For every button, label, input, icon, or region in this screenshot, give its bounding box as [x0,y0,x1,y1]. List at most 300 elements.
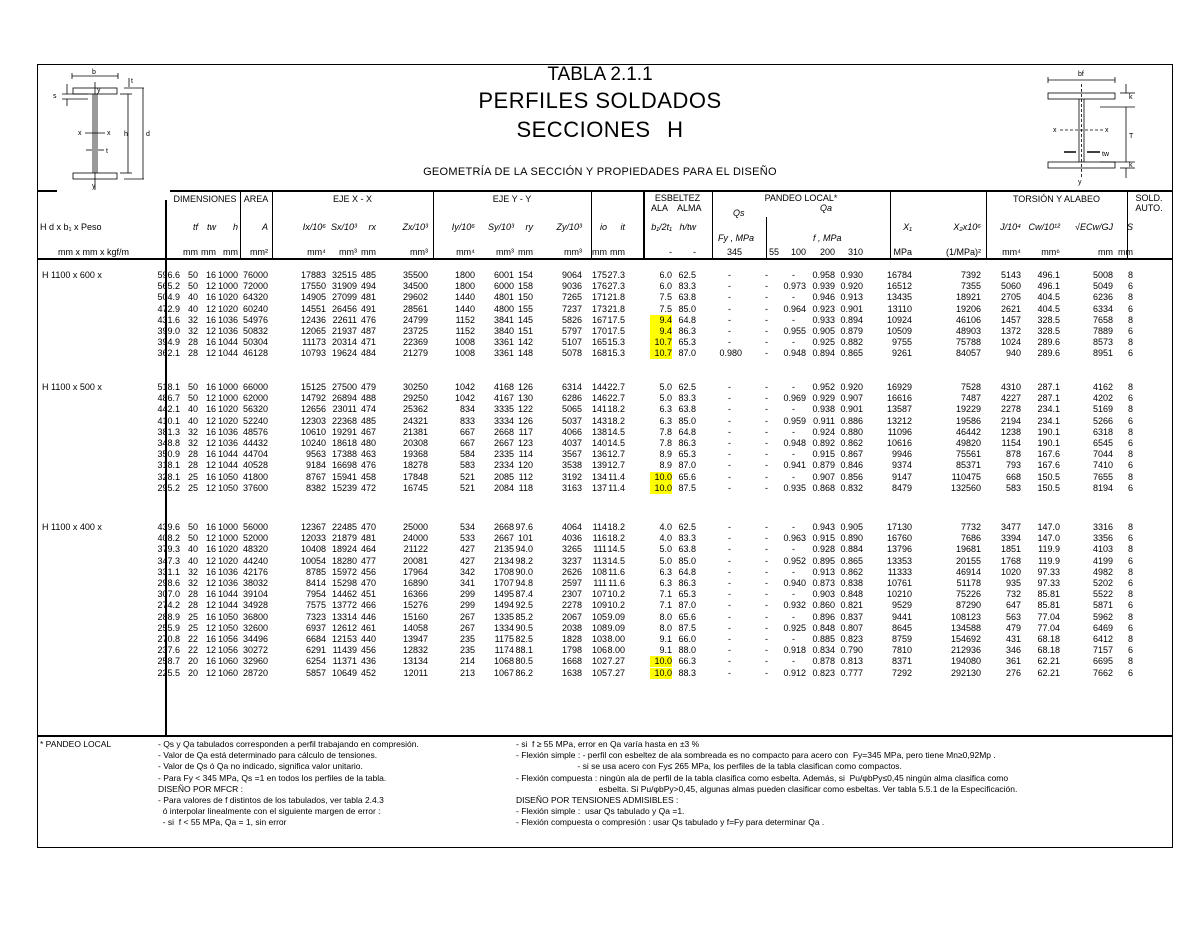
cell-S: 8 [1127,449,1133,460]
cell-Cw: 85.81 [1037,589,1060,600]
cell-qs345: - [728,482,731,493]
cell-ECwGJ: 4202 [1092,393,1113,404]
cell-tf: 25 [187,622,198,633]
cell-desig: 258.7 [157,656,180,667]
cell-A: 76000 [242,270,268,280]
cell-qs345: - [728,667,731,678]
cell-qa200: 0.925 [812,337,835,348]
cell-qa200: 0.929 [812,393,835,404]
cell-Zx: 22369 [402,337,428,348]
cell-qs345: - [728,449,731,460]
cell-Sx: 10649 [331,667,357,678]
cell-Sy: 1335 [493,611,514,622]
cell-qa55: - [765,460,768,471]
cell-Sx: 22368 [331,415,357,426]
cell-qa310: 0.790 [840,645,863,656]
cell-X1: 17130 [886,522,912,532]
svg-text:b: b [92,69,96,76]
cell-qa200: 0.913 [812,566,835,577]
cell-J: 1020 [1000,566,1021,577]
cell-J: 276 [1005,667,1021,678]
cell-hw: 87.5 [678,622,696,633]
note-line: - Para Fy < 345 MPa, Qs =1 en todos los perfiles de la tabla. [158,772,387,783]
cell-Ix: 10054 [300,555,326,566]
cell-Zx: 17848 [402,471,428,482]
cell-tw: 16 [205,566,216,577]
cell-Iy: 214 [459,656,475,667]
cell-Zx: 13947 [402,634,428,644]
cell-J: 1372 [1000,326,1021,336]
cell-it: 12.7 [607,449,625,460]
cell-X1: 13587 [886,404,912,415]
cell-ECwGJ: 5266 [1092,415,1113,426]
cell-it: 18.2 [607,404,625,415]
notes-top-rule [37,735,1173,737]
cell-Ix: 10610 [300,426,326,437]
cell-io: 170 [591,326,607,336]
cell-rx: 474 [360,404,376,415]
cell-tw: 12 [205,438,216,448]
cell-tf: 28 [187,600,198,611]
cell-tf: 32 [187,438,198,448]
cell-rx: 446 [360,611,376,622]
cell-X2: 85371 [955,460,981,471]
cell-Iy: 299 [459,589,475,600]
cell-it: 14.5 [607,544,625,555]
cell-X1: 13212 [886,415,912,426]
cell-Cw: 147.0 [1037,533,1060,544]
cell-Ix: 10408 [300,544,326,555]
table-number: TABLA 2.1.1 [547,64,653,85]
cell-bt: 10.0 [650,472,672,483]
group-local-buckling: PANDEO LOCAL* [764,193,838,203]
cell-qa55: - [765,622,768,633]
cell-qa55: - [765,382,768,392]
cell-Zy: 2278 [561,600,582,611]
cell-Cw: 328.5 [1037,326,1060,336]
cell-A: 44704 [242,449,268,460]
svg-text:tw: tw [1102,151,1109,158]
cell-rx: 479 [360,382,376,392]
cell-hw: 86.3 [678,438,696,448]
cell-qa200: 0.907 [812,471,835,482]
cell-ry: 142 [517,337,533,348]
cell-Cw: 97.33 [1037,566,1060,577]
cell-ECwGJ: 7889 [1092,326,1113,336]
cell-tw: 16 [205,337,216,348]
cell-Iy: 1152 [455,326,475,336]
cell-Cw: 167.6 [1037,460,1060,471]
cell-h: 1020 [217,555,238,566]
cell-Iy: 1800 [454,270,475,280]
cell-qa100: - [792,404,795,415]
cell-qa55: - [765,566,768,577]
cell-qa200: 0.848 [812,622,835,633]
column-label-Cw: Cw/10¹² [1028,222,1060,232]
cell-Sy: 2335 [493,449,514,460]
cell-rx: 494 [360,281,376,292]
cell-J: 1154 [1001,438,1021,448]
cell-Iy: 1800 [454,281,475,292]
cell-Cw: 77.04 [1037,611,1060,622]
cell-ECwGJ: 7410 [1092,460,1113,471]
cell-bt: 6.3 [659,566,672,577]
cell-tf: 32 [187,314,198,325]
cell-bt: 8.9 [659,449,672,460]
cell-Sy: 2334 [493,460,514,471]
cell-Cw: 119.9 [1038,555,1060,566]
column-unit-X1: MPa [893,247,912,257]
cell-Iy: 267 [459,622,475,633]
cell-ECwGJ: 5049 [1092,281,1113,292]
column-unit-designation: mm x mm x kgf/m [58,247,129,257]
cell-X1: 10210 [886,589,912,600]
cell-qa100: - [792,566,795,577]
cell-qa55: - [765,438,768,448]
cell-qa310: 0.862 [840,438,863,448]
cell-A: 41800 [242,471,268,482]
cell-Zy: 4064 [561,522,582,532]
cell-qa310: 0.884 [840,544,863,555]
cell-qa200: 0.928 [812,544,835,555]
cell-hw: 62.5 [678,522,696,532]
cell-Cw: 62.21 [1037,656,1060,667]
cell-qs345: - [728,533,731,544]
cell-Iy: 1008 [454,337,475,348]
cell-desig: 472.9 [157,303,180,314]
svg-text:x: x [107,130,111,137]
cell-A: 60240 [242,303,268,314]
cell-tf: 40 [187,555,198,566]
cell-S: 6 [1127,460,1133,471]
cell-Cw: 77.04 [1037,622,1060,633]
cell-A: 44432 [242,438,268,448]
cell-qa55: - [765,292,768,303]
cell-rx: 485 [360,415,376,426]
cell-S: 6 [1127,415,1133,426]
column-label-ECwGJ: √ECw/GJ [1075,222,1113,232]
cell-X2: 292130 [950,667,981,678]
cell-Sy: 1495 [493,589,514,600]
cell-ry: 88.1 [515,645,533,656]
cell-qa310: 0.848 [840,589,863,600]
column-label-Zy: Zy/10³ [556,222,582,232]
cell-h: 1044 [217,348,238,359]
cell-qa310: 0.880 [840,426,863,437]
cell-qa55: - [765,471,768,482]
cell-Iy: 1042 [454,393,475,404]
column-label-qs345: 345 [726,247,742,257]
cell-it: 22.7 [607,382,625,392]
cell-qa55: - [765,656,768,667]
cell-tw: 12 [205,482,216,493]
cell-rx: 488 [360,393,376,404]
cell-hw: 88.0 [678,645,696,656]
cell-ECwGJ: 8951 [1092,348,1113,359]
cell-A: 32960 [242,656,268,667]
group-axis-x: EJE X - X [332,194,372,204]
cell-Cw: 190.1 [1037,438,1060,448]
cell-A: 37600 [242,482,268,493]
cell-qs345: - [728,471,731,482]
cell-Sx: 26456 [331,303,357,314]
cell-io: 113 [592,555,607,566]
cell-it: 14.5 [607,438,625,448]
note-line: DISEÑO POR TENSIONES ADMISIBLES : [516,795,679,806]
cell-Sy: 1334 [493,622,514,633]
cell-Sx: 21937 [331,326,357,336]
cell-Zx: 34500 [402,281,428,292]
cell-ECwGJ: 6334 [1092,303,1113,314]
cell-S: 6 [1127,303,1133,314]
cell-X2: 75788 [955,337,981,348]
cell-Cw: 119.9 [1038,544,1060,555]
cell-Zy: 5037 [561,415,582,426]
cell-ECwGJ: 7662 [1092,667,1113,678]
cell-tw: 12 [205,578,216,588]
cell-J: 1768 [1000,555,1021,566]
cell-h: 1060 [217,667,238,678]
cell-qa310: 0.821 [840,600,863,611]
cell-rx: 476 [360,314,376,325]
cell-Sx: 17388 [331,449,357,460]
cell-qa100: 0.973 [783,281,806,292]
cell-qa55: - [765,611,768,622]
cell-Zx: 18278 [402,460,428,471]
cell-S: 6 [1127,533,1133,544]
cell-tw: 12 [205,460,216,471]
cell-ECwGJ: 4199 [1092,555,1113,566]
cell-ECwGJ: 6318 [1092,426,1113,437]
cell-desig: 431.6 [157,314,180,325]
cell-Sy: 2135 [493,544,514,555]
cell-A: 36800 [242,611,268,622]
cell-desig: 298.6 [157,578,180,588]
cell-Cw: 328.5 [1037,314,1060,325]
group-designation-label: H 1100 x 500 x [42,382,102,392]
cell-ECwGJ: 6469 [1092,622,1113,633]
cell-h: 1020 [217,303,238,314]
cell-qa310: 0.907 [840,393,863,404]
cell-A: 38032 [242,578,268,588]
cell-h: 1036 [217,578,238,588]
cell-bt: 4.0 [659,533,672,544]
group-slenderness: ESBELTEZ [654,193,701,203]
cell-io: 102 [591,656,607,667]
cell-Cw: 68.18 [1037,645,1060,656]
cell-desig: 381.3 [157,426,180,437]
notes-right [516,739,1017,829]
cell-qa100: - [792,382,795,392]
cell-Cw: 404.5 [1037,292,1060,303]
cell-X1: 13435 [886,292,912,303]
cell-ECwGJ: 5522 [1092,589,1113,600]
cell-J: 2621 [1000,303,1021,314]
cell-qs345: - [728,544,731,555]
cell-Zx: 20081 [402,555,428,566]
cell-qa310: 0.913 [840,292,863,303]
cell-qs345: - [728,426,731,437]
cell-ry: 87.4 [515,589,533,600]
cell-Zx: 25362 [402,404,428,415]
cell-X2: 134588 [950,622,981,633]
cell-Ix: 7575 [305,600,326,611]
cell-rx: 472 [360,482,376,493]
cell-qa310: 0.920 [840,382,863,392]
cell-it: 15.3 [607,337,625,348]
cell-Zy: 9064 [561,270,582,280]
cell-h: 1020 [217,544,238,555]
cell-Sx: 16698 [331,460,357,471]
cell-Zy: 3265 [561,544,582,555]
cell-Sx: 19624 [331,348,357,359]
column-unit-bt: - [669,247,672,257]
cell-rx: 471 [360,337,376,348]
cell-hw: 86.3 [678,578,696,588]
cell-X2: 84057 [955,348,981,359]
note-line: - Flexión compuesta : ningún ala de perfil de la tabla clasifica como esbelta. Además, si Pu/φbPy≤0,45 ningún alma clasifica como [516,772,1009,783]
cell-qa100: 0.964 [783,303,806,314]
cell-qs345: - [728,438,731,448]
group-designation: DESIGNACIÓN [68,194,132,204]
cell-io: 109 [591,600,607,611]
cell-hw: 62.5 [678,382,696,392]
cell-Ix: 12065 [300,326,326,336]
cell-it: 21.8 [607,303,625,314]
cell-ry: 114 [518,449,533,460]
cell-hw: 63.8 [678,404,696,415]
cell-qs345: - [728,555,731,566]
svg-text:d: d [146,131,150,138]
cell-Ix: 8785 [305,566,326,577]
svg-text:k: k [1129,94,1133,101]
cell-ECwGJ: 8573 [1092,337,1113,348]
cell-S: 8 [1127,611,1133,622]
cell-tf: 32 [187,566,198,577]
cell-tf: 28 [187,449,198,460]
cell-ECwGJ: 4162 [1092,382,1113,392]
cell-S: 8 [1127,634,1133,644]
cell-io: 108 [591,622,607,633]
cell-Ix: 12303 [300,415,326,426]
cell-qa100: - [792,314,795,325]
group-torsion: TORSIÓN Y ALABEO [1012,194,1101,204]
cell-desig: 439.6 [157,522,180,532]
cell-qa200: 0.915 [812,533,835,544]
cell-bt: 7.5 [659,292,672,303]
cell-qs345: - [728,337,731,348]
column-label-tw: tw [207,222,216,232]
cell-A: 66000 [242,382,268,392]
cell-qa55: - [765,634,768,644]
cell-rx: 481 [360,292,376,303]
cell-X2: 7732 [960,522,981,532]
cell-X2: 110475 [951,471,981,482]
cell-qa55: - [765,426,768,437]
caption: GEOMETRÍA DE LA SECCIÓN Y PROPIEDADES PARA EL DISEÑO [423,166,777,178]
cell-tw: 12 [205,645,216,656]
cell-h: 1036 [217,566,238,577]
cell-ry: 150 [517,292,533,303]
cell-Cw: 289.6 [1037,348,1060,359]
cell-Ix: 7323 [305,611,326,622]
cell-Zy: 1798 [561,645,582,656]
cell-qa310: 0.901 [840,404,863,415]
cell-A: 52000 [242,533,268,544]
column-unit-tw: mm [201,247,216,257]
cell-tf: 28 [187,460,198,471]
cell-Iy: 521 [459,482,475,493]
column-unit-io: mm [592,247,607,257]
column-unit-rx: mm [361,247,376,257]
cell-io: 137 [591,482,607,493]
cell-bt: 5.0 [659,382,672,392]
cell-tf: 25 [187,482,198,493]
cell-Cw: 68.18 [1037,634,1060,644]
cell-io: 140 [591,438,607,448]
cell-qa310: 0.846 [840,460,863,471]
cell-qs345: - [728,382,731,392]
cell-qa100: - [792,522,795,532]
cell-Iy: 342 [459,566,475,577]
cell-Zy: 3163 [561,482,582,493]
cell-Sx: 32515 [331,270,357,280]
cell-it: 27.3 [607,270,625,280]
cell-J: 940 [1005,348,1021,359]
cell-ECwGJ: 3316 [1092,522,1113,532]
cell-qa310: 0.856 [840,471,863,482]
cell-bt: 8.0 [659,622,672,633]
cell-X1: 16929 [886,382,912,392]
column-unit-it: mm [610,247,625,257]
column-label-Sx: Sx/10³ [330,222,357,232]
cell-rx: 481 [360,533,376,544]
cell-h: 1056 [217,645,238,656]
cell-tf: 28 [187,589,198,600]
cell-X2: 19229 [955,404,981,415]
cell-rx: 464 [360,544,376,555]
cell-Sy: 4167 [493,393,514,404]
cell-Zy: 3538 [561,460,582,471]
cell-X2: 132560 [950,482,981,493]
cell-X2: 19586 [955,415,981,426]
cell-Zy: 3237 [561,555,582,566]
cell-Cw: 234.1 [1037,404,1060,415]
cell-qa310: 0.890 [840,533,863,544]
cell-ry: 123 [517,438,533,448]
column-label-S: S [1126,222,1133,232]
cell-X1: 9529 [891,600,912,611]
cell-qa200: 0.933 [812,314,835,325]
svg-text:x: x [1105,127,1109,134]
svg-text:y: y [1078,179,1082,186]
cell-tf: 40 [187,404,198,415]
cell-tw: 16 [205,656,216,667]
cell-S: 6 [1127,667,1133,678]
cell-hw: 66.3 [678,656,696,667]
column-label-qa310: 310 [847,247,863,257]
cell-ry: 130 [517,393,533,404]
column-label-io: io [599,222,607,232]
cell-X1: 9147 [891,471,912,482]
cell-qa200: 0.939 [812,281,835,292]
cell-Ix: 8382 [305,482,326,493]
cell-Iy: 667 [459,426,475,437]
cell-S: 6 [1127,555,1133,566]
cell-bt: 9.1 [659,645,672,656]
cell-Sx: 21879 [331,533,357,544]
cell-rx: 451 [360,589,376,600]
